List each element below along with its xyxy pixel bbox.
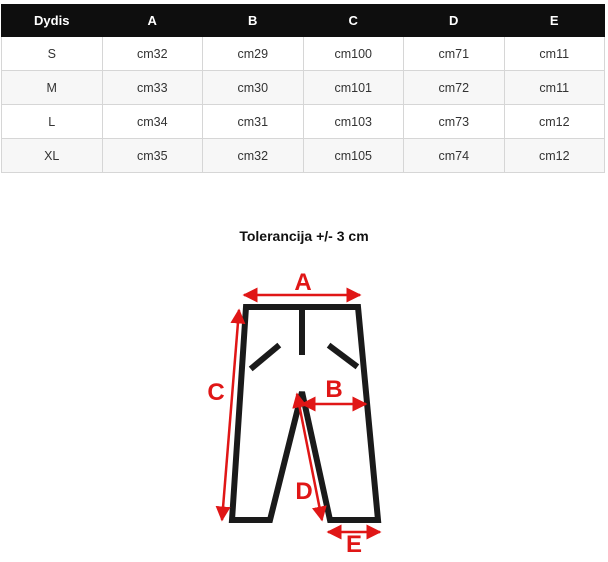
value-cell: cm11 — [504, 71, 605, 105]
label-a: A — [294, 269, 312, 296]
value-cell: cm32 — [102, 37, 203, 71]
size-cell: L — [2, 105, 103, 139]
header-d: D — [404, 5, 505, 37]
value-cell: cm101 — [303, 71, 404, 105]
value-cell: cm32 — [203, 139, 304, 173]
value-cell: cm100 — [303, 37, 404, 71]
value-cell: cm30 — [203, 71, 304, 105]
value-cell: cm74 — [404, 139, 505, 173]
header-c: C — [303, 5, 404, 37]
value-cell: cm34 — [102, 105, 203, 139]
size-cell: XL — [2, 139, 103, 173]
header-e: E — [504, 5, 605, 37]
value-cell: cm29 — [203, 37, 304, 71]
value-cell: cm35 — [102, 139, 203, 173]
value-cell: cm71 — [404, 37, 505, 71]
label-c: C — [207, 379, 225, 406]
label-d: D — [295, 478, 313, 505]
size-cell: S — [2, 37, 103, 71]
value-cell: cm12 — [504, 139, 605, 173]
label-b: B — [325, 376, 343, 403]
value-cell: cm33 — [102, 71, 203, 105]
header-a: A — [102, 5, 203, 37]
header-dydis: Dydis — [2, 5, 103, 37]
value-cell: cm72 — [404, 71, 505, 105]
value-cell: cm31 — [203, 105, 304, 139]
size-cell: M — [2, 71, 103, 105]
label-e: E — [345, 531, 363, 558]
value-cell: cm73 — [404, 105, 505, 139]
tolerance-text: Tolerancija +/- 3 cm — [239, 228, 369, 244]
value-cell: cm105 — [303, 139, 404, 173]
value-cell: cm103 — [303, 105, 404, 139]
value-cell: cm11 — [504, 37, 605, 71]
header-b: B — [203, 5, 304, 37]
value-cell: cm12 — [504, 105, 605, 139]
